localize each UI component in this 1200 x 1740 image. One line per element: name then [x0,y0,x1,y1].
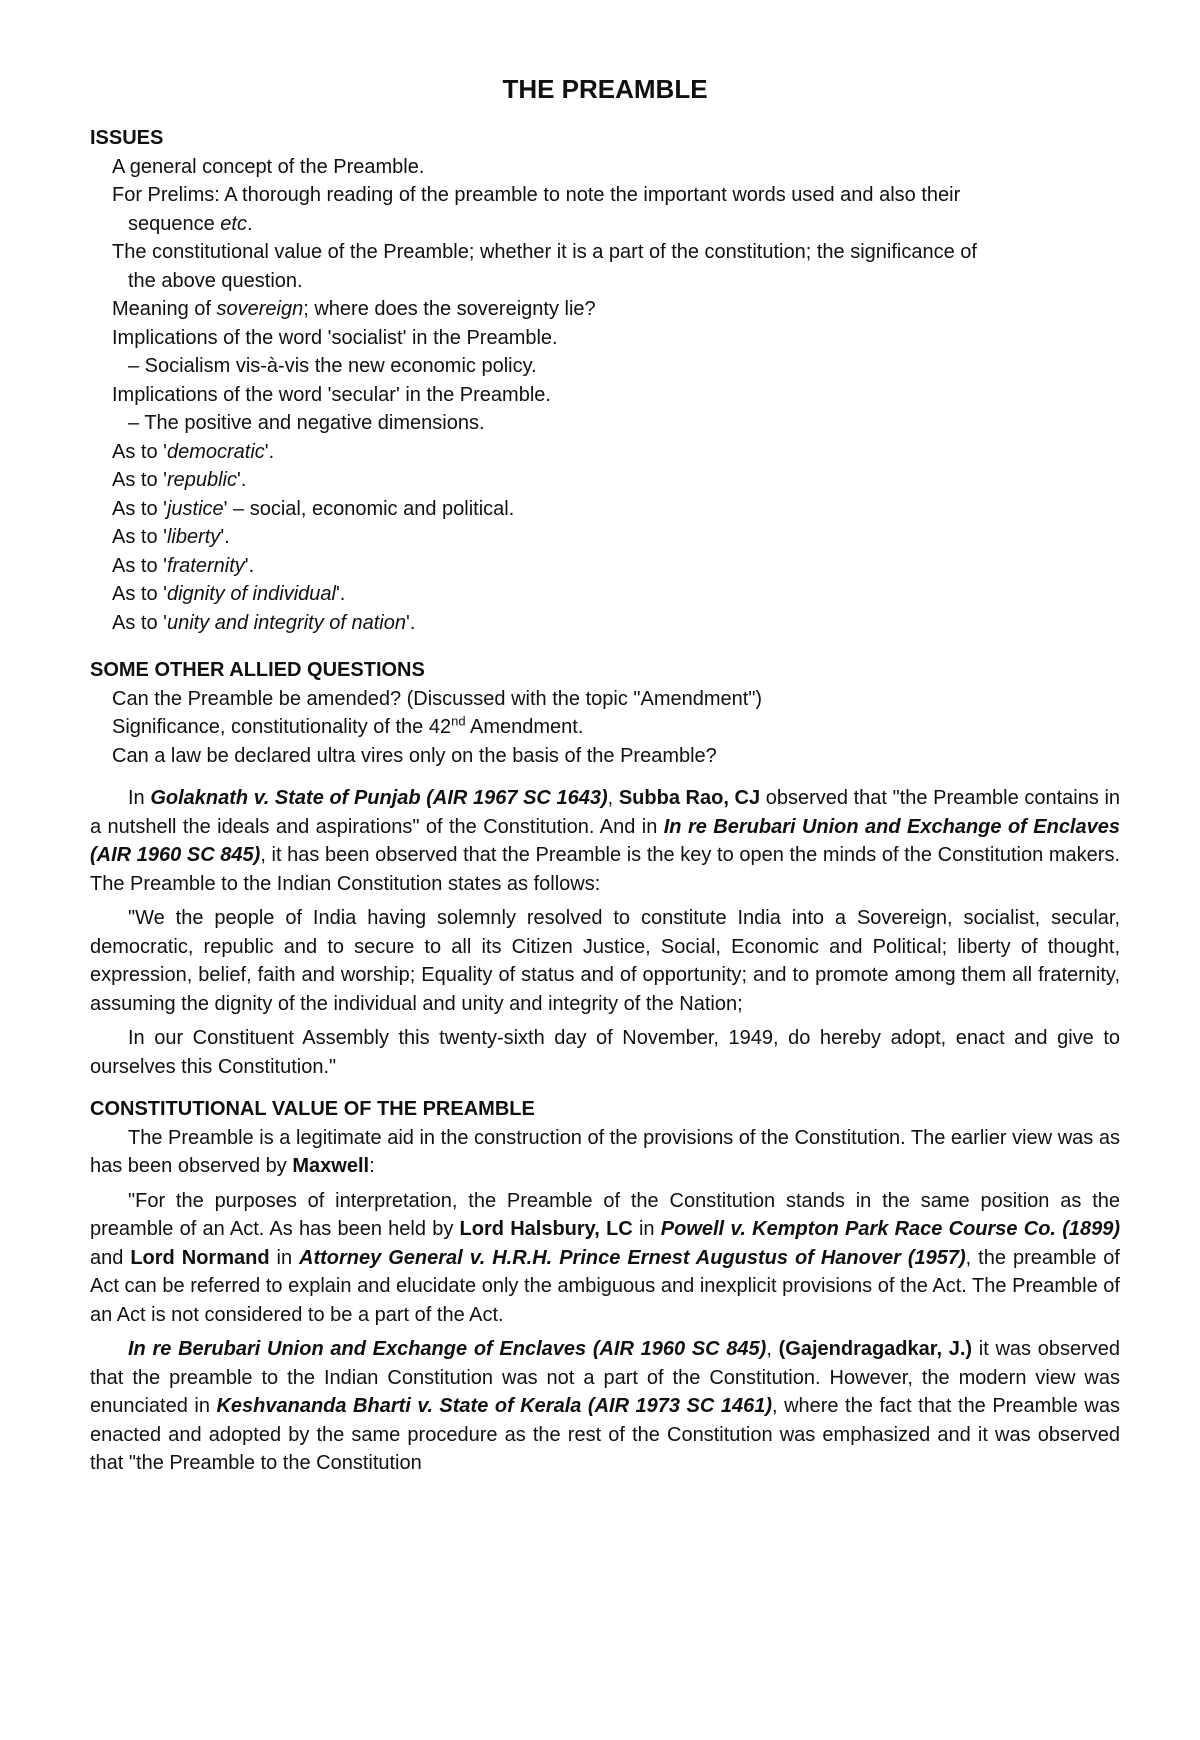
list-item: Can the Preamble be amended? (Discussed with the topic "Amendment") [90,685,1120,714]
list-item: As to 'republic'. [90,466,1120,495]
bullet-icon [90,153,112,182]
bullet-icon [90,742,112,771]
list-item: Implications of the word 'socialist' in the Preamble. [90,324,1120,353]
issues-heading: ISSUES [90,127,164,149]
page-title: THE PREAMBLE [502,74,708,104]
list-item: As to 'justice' – social, economic and political. [90,495,1120,524]
bullet-icon [90,381,112,410]
list-item: For Prelims: A thorough reading of the preamble to note the important words used and also their [90,181,1120,210]
list-item: As to 'dignity of individual'. [90,580,1120,609]
bullet-icon [90,238,112,267]
bullet-icon [90,324,112,353]
constitutional-value-paragraph: The Preamble is a legitimate aid in the construction of the provisions of the Constitution. The earlier view was as has been observed by Maxwell: [90,1126,1120,1177]
preamble-quote: "We the people of India having solemnly resolved to constitute India into a Sovereign, socialist, secular, democratic, republic and to secure to all its Citizen Justice, Social, Economic and Political; liberty of thought, expression, belief, faith and worship; Equality of status and of opportunity; and to promote among them all fraternity, assuming the dignity of the individual and unity and integrity of the Nation; [90,907,1120,1015]
maxwell-quote: "For the purposes of interpretation, the Preamble of the Constitution stands in the same position as the preamble of an Act. As has been held by Lord Halsbury, LC in Powell v. Kempton Park Race Course Co. (1899) and Lord Normand in Attorney General v. H.R.H. Prince Ernest Augustus of Hanover (1957), the preamble of Act can be referred to explain and elucidate only the ambiguous and inexplicit provisions of the Act. The Preamble of an Act is not considered to be a part of the Act. [90,1189,1121,1326]
bullet-icon [90,466,112,495]
bullet-icon [90,685,112,714]
list-item: Can a law be declared ultra vires only on the basis of the Preamble? [90,742,1120,771]
document-page [90,72,1120,1478]
list-item: As to 'liberty'. [90,523,1120,552]
list-item: As to 'democratic'. [90,438,1120,467]
list-item: Meaning of sovereign; where does the sovereignty lie? [90,295,1120,324]
list-item: Implications of the word 'secular' in the Preamble. [90,381,1120,410]
list-item-continuation: sequence etc. [128,212,253,235]
bullet-icon [90,552,112,581]
list-item: As to 'fraternity'. [90,552,1120,581]
bullet-icon [90,295,112,324]
bullet-icon [90,181,112,210]
intro-paragraph: In Golaknath v. State of Punjab (AIR 1967 SC 1643), Subba Rao, CJ observed that "the Preamble contains in a nutshell the ideals and aspirations" of the Constitution. And in In re Berubari Union and Exchange of Enclaves (AIR 1960 SC 845), it has been observed that the Preamble is the key to open the minds of the Constitution makers. The Preamble to the Indian Constitution states as follows: [90,787,1121,895]
preamble-quote-end: In our Constituent Assembly this twenty-sixth day of November, 1949, do hereby adopt, enact and give to ourselves this Constitution." [90,1027,1120,1078]
list-item-continuation: the above question. [128,269,303,292]
bullet-icon [90,523,112,552]
list-item: Significance, constitutionality of the 42nd Amendment. [90,713,1120,742]
sub-item: – The positive and negative dimensions. [128,412,485,434]
bullet-icon [90,609,112,638]
constitutional-value-heading: CONSTITUTIONAL VALUE OF THE PREAMBLE [90,1098,535,1120]
bullet-icon [90,438,112,467]
allied-questions-heading: SOME OTHER ALLIED QUESTIONS [90,659,425,681]
sub-item: – Socialism vis-à-vis the new economic policy. [128,355,537,377]
bullet-icon [90,713,112,742]
bullet-icon [90,580,112,609]
bullet-icon [90,495,112,524]
list-item: The constitutional value of the Preamble; whether it is a part of the constitution; the significance of [90,238,1120,267]
berubari-paragraph: In re Berubari Union and Exchange of Enclaves (AIR 1960 SC 845), (Gajendragadkar, J.) it was observed that the preamble to the Indian Constitution was not a part of the Constitution. However, the modern view was enunciated in Keshvananda Bharti v. State of Kerala (AIR 1973 SC 1461), where the fact that the Preamble was enacted and adopted by the same procedure as the rest of the Constitution was emphasized and it was observed that "the Preamble to the Constitution [90,1338,1121,1474]
list-item: A general concept of the Preamble. [90,153,1120,182]
list-item: As to 'unity and integrity of nation'. [90,609,1120,638]
